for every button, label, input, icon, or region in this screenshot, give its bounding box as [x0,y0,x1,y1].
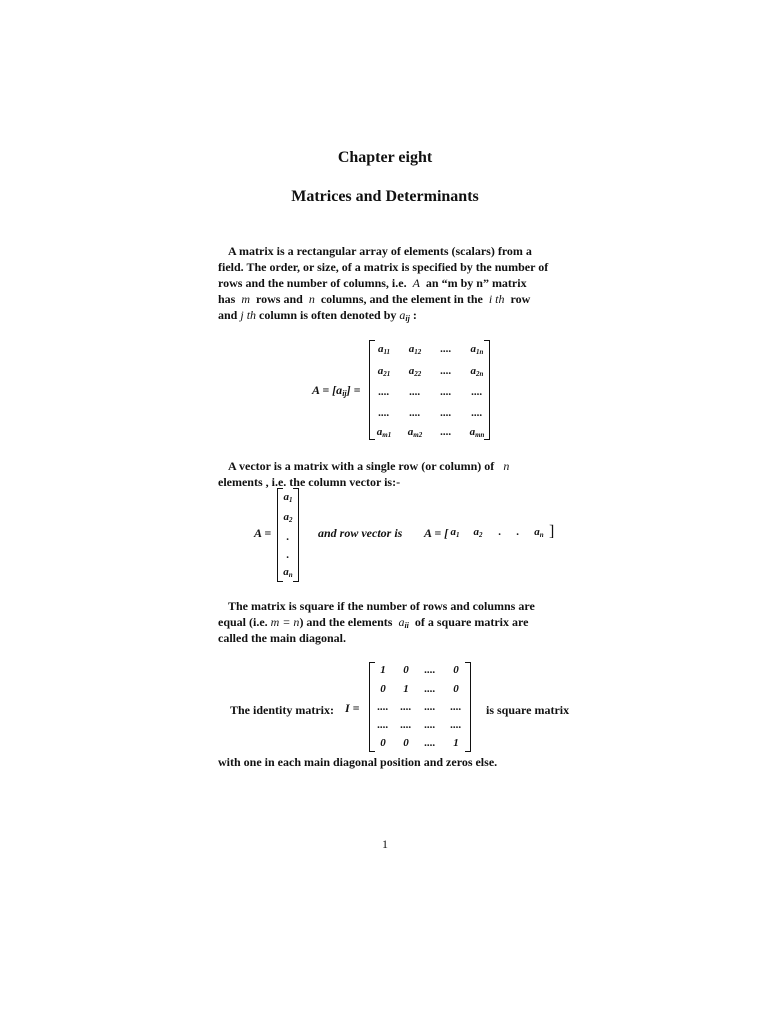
matrix-a-entry: .... [440,407,452,419]
identity-lhs: I = [345,701,360,715]
para1-line4: has m rows and n columns, and the element in the i th row [218,292,531,306]
matrix-a-entry: a12 [408,343,422,356]
row-vector-entry: a2 [473,526,483,539]
identity-entry: 1 [403,683,409,695]
matrix-a-entry: am2 [407,426,423,439]
identity-entry: .... [424,683,436,695]
matrix-a-entry: .... [378,407,390,419]
matrix-a-entry: amn [469,426,485,439]
matrix-a-entry: .... [378,386,390,398]
identity-entry: 0 [403,737,409,749]
column-vector-entry: a1 [283,491,293,504]
column-vector-entry: an [283,566,293,579]
matrix-a-entry: .... [440,365,452,377]
identity-suffix: is square matrix [486,703,570,717]
matrix-a-entry: .... [440,343,452,355]
para3-line3: called the main diagonal. [218,631,347,645]
para1-line1: A matrix is a rectangular array of elements (scalars) from a [228,244,532,258]
identity-label: The identity matrix: [230,703,334,717]
column-vector-entry: a2 [283,511,293,524]
row-vector-close-bracket: ] [549,523,555,540]
para3-line1: The matrix is square if the number of rows and columns are [228,599,535,613]
identity-entry: .... [450,701,462,713]
identity-entry: 0 [453,664,459,676]
matrix-a-entry: .... [440,386,452,398]
para1-line2: field. The order, or size, of a matrix is specified by the number of [218,260,549,274]
para3-line2: equal (i.e. m = n) and the elements $a_{ii}$ of a square matrix are [218,615,529,630]
para1-line3: rows and the number of columns, i.e. A an “m by n” matrix [218,276,527,290]
matrix-a-entry: a21 [377,365,391,378]
row-vector-entry: an [534,526,544,539]
identity-entry: .... [450,719,462,731]
row-vector-entry: a1 [450,526,460,539]
row-vector-entry: . [516,526,520,538]
identity-after-text: with one in each main diagonal position and zeros else. [218,755,498,769]
column-vector-lhs: A = [254,526,272,540]
identity-entry: .... [377,719,389,731]
identity-entry: 0 [380,737,386,749]
para2-line1: A vector is a matrix with a single row (or column) of n [228,459,510,473]
identity-entry: .... [400,719,412,731]
matrix-a-entry: .... [440,426,452,438]
identity-entry: .... [377,701,389,713]
identity-entry: .... [424,664,436,676]
identity-entry: .... [424,737,436,749]
identity-entry: 0 [403,664,409,676]
identity-entry: .... [424,719,436,731]
identity-entry: 1 [380,664,386,676]
section-title: Matrices and Determinants [291,188,479,205]
identity-entry: .... [424,701,436,713]
matrix-a-entry: a11 [377,343,391,356]
identity-entry: 1 [453,737,459,749]
column-vector-entry: . [286,531,290,543]
identity-entry: .... [400,701,412,713]
matrix-a-lhs: $A = [a_{ij}]$ = [312,383,361,398]
matrix-a-entry: .... [409,386,421,398]
matrix-a-entry: .... [409,407,421,419]
para2-line2: elements , i.e. the column vector is:- [218,475,401,489]
row-vector-text: and row vector is [318,526,403,540]
matrix-a-entry: am1 [376,426,392,439]
row-vector-entry: . [498,526,502,538]
chapter-title: Chapter eight [337,149,433,166]
page-number: 1 [382,837,388,851]
identity-entry: 0 [380,683,386,695]
matrix-a-entry: .... [471,407,483,419]
identity-entry: 0 [453,683,459,695]
column-vector-entry: . [286,549,290,561]
matrix-a-entry: .... [471,386,483,398]
matrix-a-entry: a2n [470,365,484,378]
para1-line5: and j th column is often denoted by $a_{ij}$ : [218,308,417,323]
row-vector-lhs: A = [ [424,526,449,540]
matrix-a-entry: a22 [408,365,422,378]
matrix-a-entry: a1n [470,343,484,356]
